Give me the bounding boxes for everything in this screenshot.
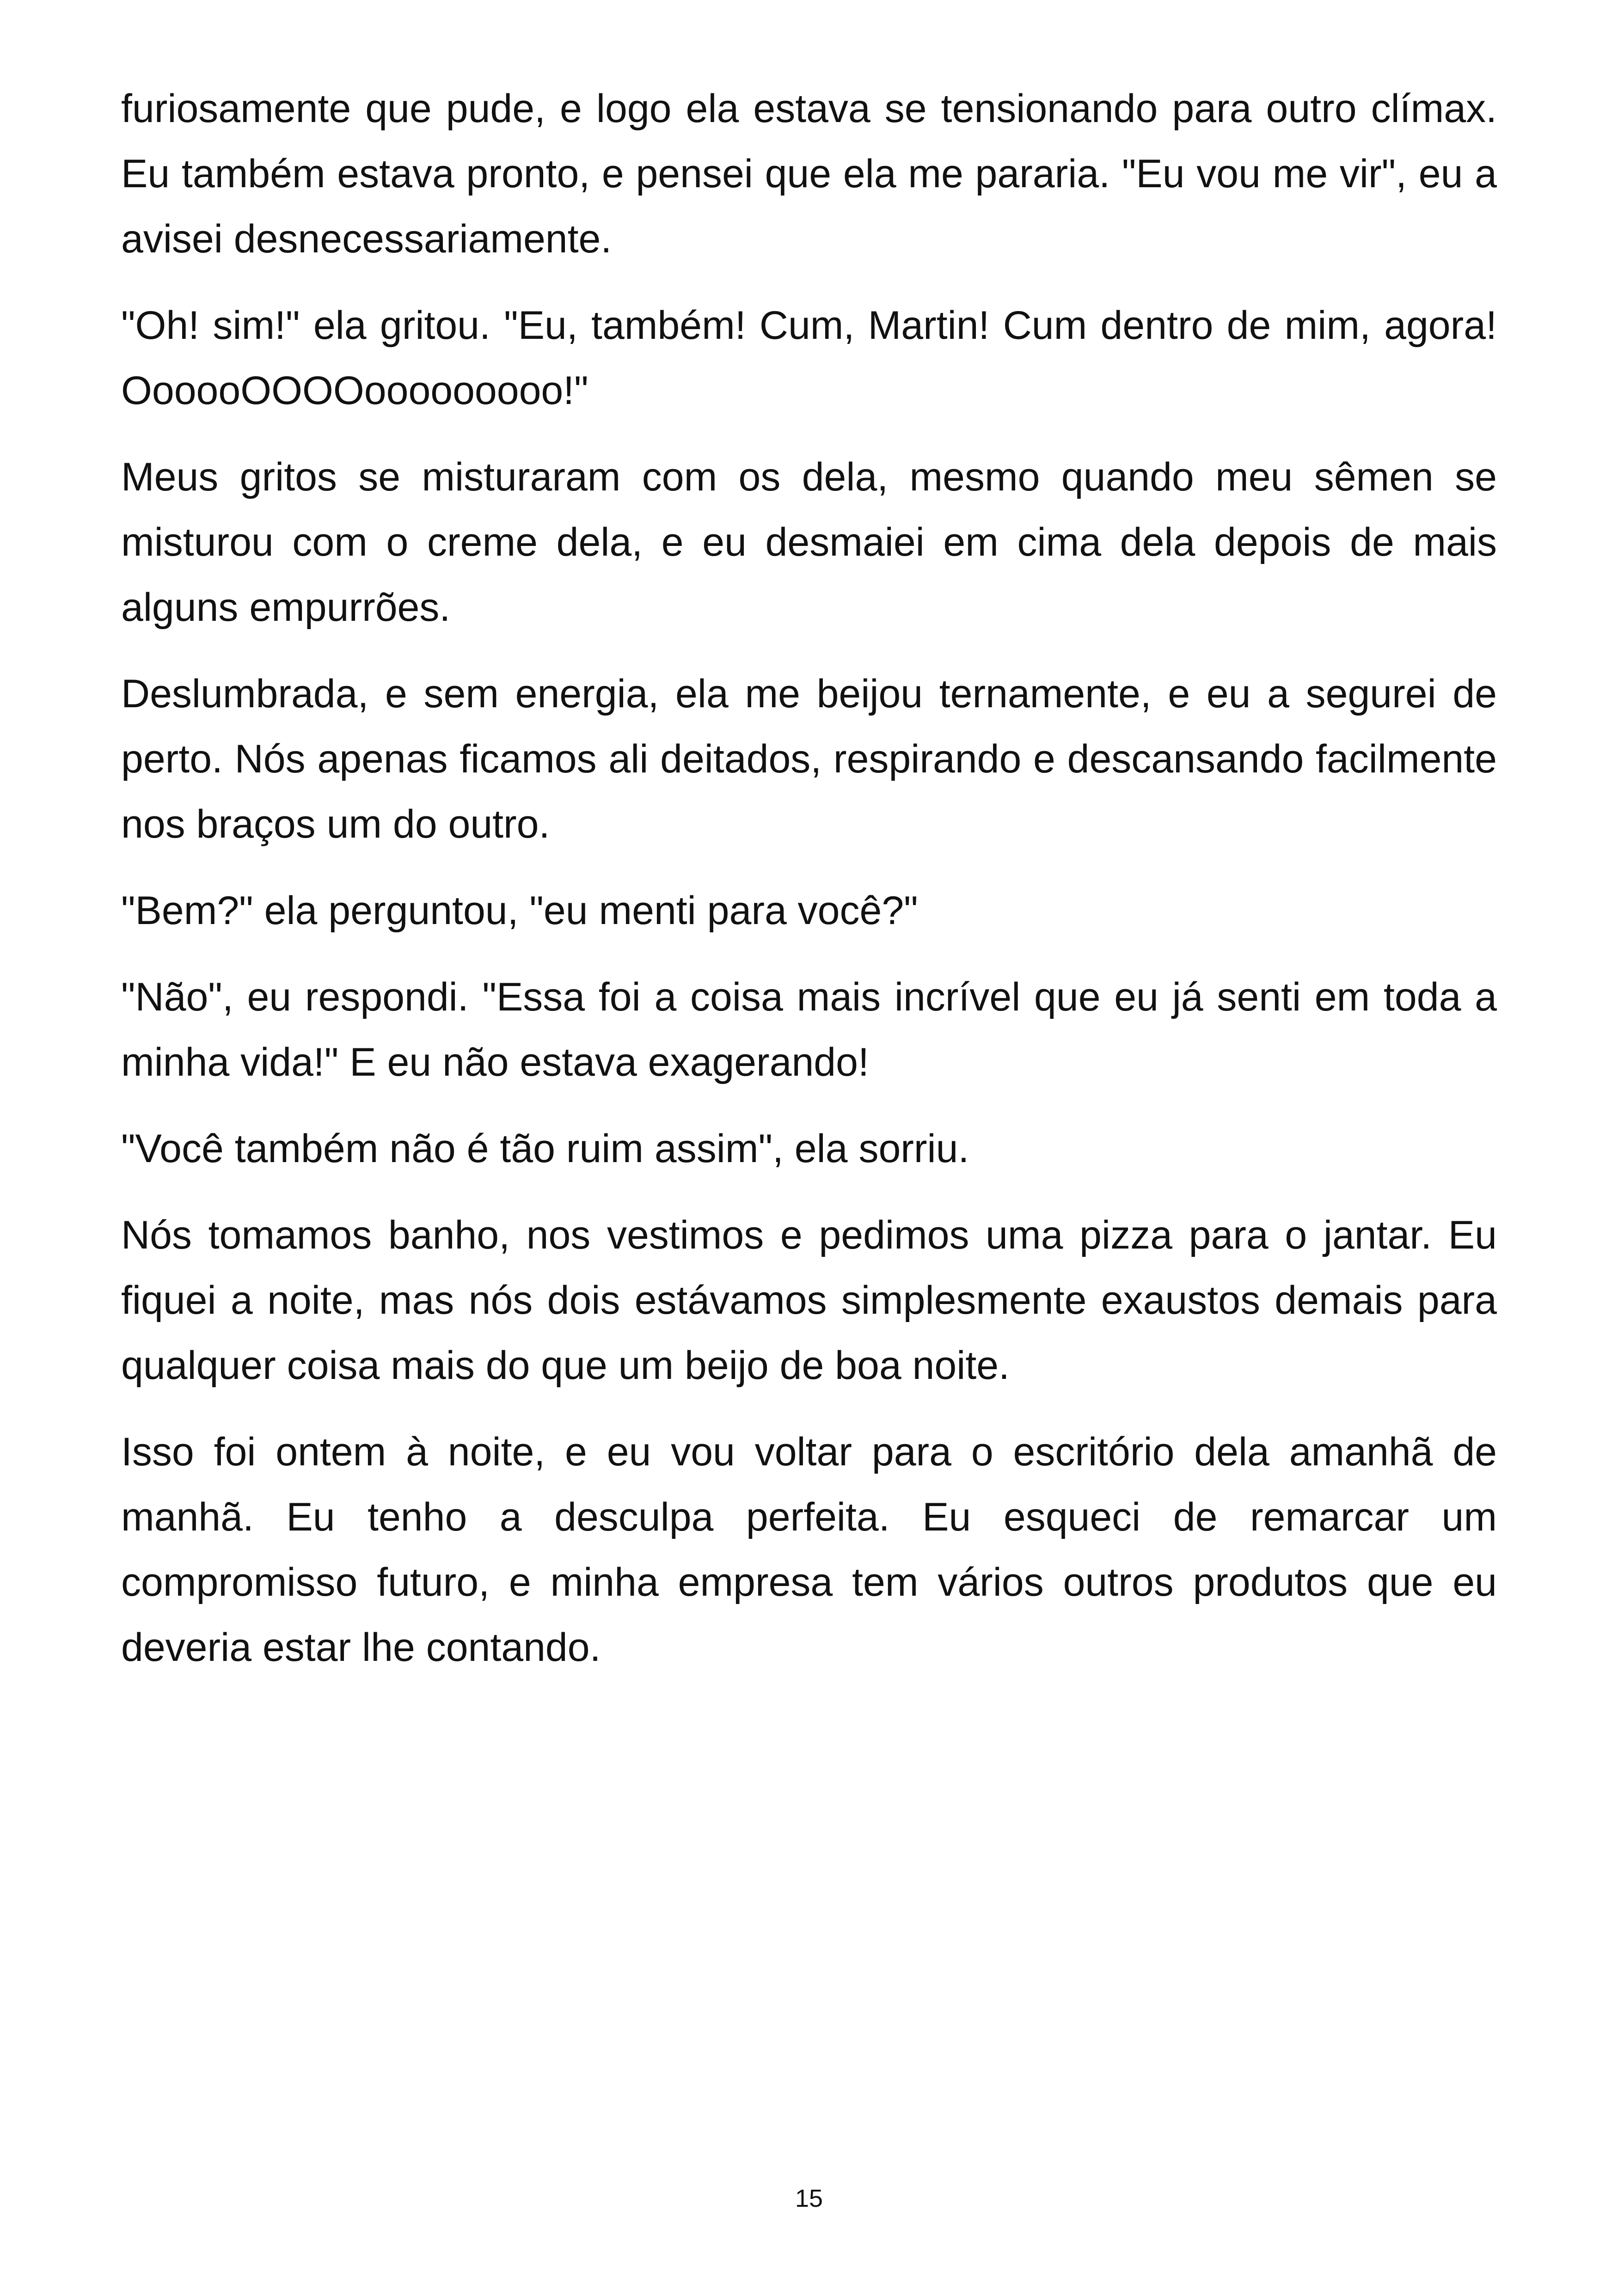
paragraph: "Bem?" ela perguntou, "eu menti para você?" [121,888,918,933]
paragraph: "Não", eu respondi. "Essa foi a coisa mais incrível que eu já senti em toda a minha vida!" E eu não estava exagerando! [121,975,1497,1084]
page-number: 15 [795,2185,823,2212]
paragraph: Isso foi ontem à noite, e eu vou voltar para o escritório dela amanhã de manhã. Eu tenho a desculpa perfeita. Eu esqueci de remarcar um compromisso futuro, e minha empresa tem vários outros produtos que eu deveria estar lhe contando. [121,1430,1497,1670]
paragraph: "Você também não é tão ruim assim", ela sorriu. [121,1127,969,1171]
paragraph: Nós tomamos banho, nos vestimos e pedimos uma pizza para o jantar. Eu fiquei a noite, mas nós dois estávamos simplesmente exaustos demais para qualquer coisa mais do que um beijo de boa noite. [121,1213,1497,1388]
paragraph: Meus gritos se misturaram com os dela, mesmo quando meu sêmen se misturou com o creme dela, e eu desmaiei em cima dela depois de mais alguns empurrões. [121,455,1497,630]
paragraph: Deslumbrada, e sem energia, ela me beijou ternamente, e eu a segurei de perto. Nós apenas ficamos ali deitados, respirando e descansando facilmente nos braços um do outro. [121,672,1497,846]
paragraph: furiosamente que pude, e logo ela estava se tensionando para outro clímax. Eu também estava pronto, e pensei que ela me pararia. "Eu vou me vir", eu a avisei desnecessariamente. [121,86,1497,261]
paragraph: "Oh! sim!" ela gritou. "Eu, também! Cum, Martin! Cum dentro de mim, agora! OooooOOOOooooooooo!" [121,303,1497,413]
body-text [121,76,1497,1702]
